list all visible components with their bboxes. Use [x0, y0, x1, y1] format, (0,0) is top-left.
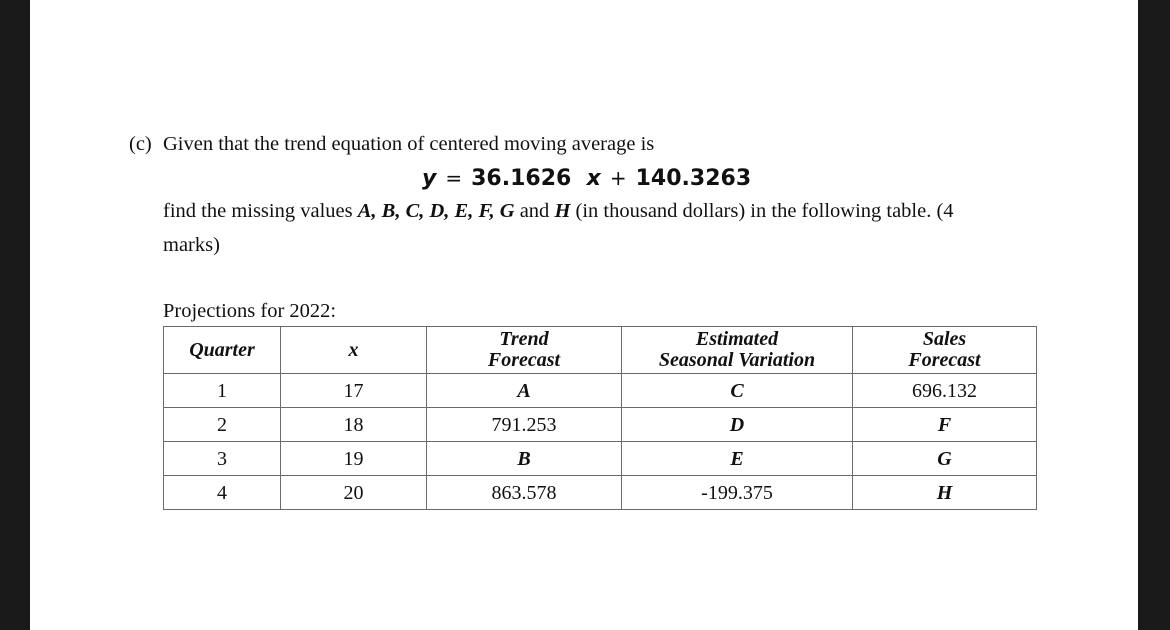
- table-header-row: [164, 327, 1037, 374]
- cell-sales: H: [853, 476, 1037, 510]
- equation-equals: =: [445, 166, 463, 190]
- instruction-and: and: [514, 200, 555, 222]
- document-page: [30, 0, 1138, 630]
- question-label: (c): [129, 133, 152, 155]
- instruction-suffix: (in thousand dollars) in the following table. (4: [570, 200, 954, 222]
- equation-plus: +: [609, 166, 627, 190]
- table-row: [164, 408, 1037, 442]
- header-sales-line1: Sales: [922, 328, 967, 350]
- equation-variable: x: [586, 166, 601, 191]
- header-trend-line1: Trend: [499, 328, 549, 350]
- table-row: [164, 374, 1037, 408]
- header-seasonal-line2: Seasonal Variation: [658, 349, 816, 371]
- instruction-variables: A, B, C, D, E, F, G: [357, 200, 515, 222]
- cell-quarter: 4: [164, 476, 281, 510]
- header-x: x: [281, 327, 427, 374]
- table-row: [164, 442, 1037, 476]
- projections-table: [163, 326, 1037, 510]
- header-seasonal-line1: Estimated: [695, 328, 779, 350]
- instruction-continuation: marks): [163, 234, 220, 256]
- cell-seasonal: E: [622, 442, 853, 476]
- cell-seasonal: -199.375: [622, 476, 853, 510]
- trend-equation: [422, 164, 751, 193]
- header-sales-line2: Forecast: [908, 349, 981, 371]
- cell-sales: 696.132: [853, 374, 1037, 408]
- cell-trend: 791.253: [427, 408, 622, 442]
- instruction-prefix: find the missing values: [163, 200, 358, 222]
- header-trend-line2: Forecast: [487, 349, 561, 371]
- question-intro: Given that the trend equation of centered moving average is: [163, 133, 655, 155]
- header-quarter: Quarter: [164, 327, 281, 374]
- cell-trend: B: [427, 442, 622, 476]
- cell-quarter: 2: [164, 408, 281, 442]
- cell-quarter: 1: [164, 374, 281, 408]
- cell-trend: A: [427, 374, 622, 408]
- instruction-last-variable: H: [554, 200, 571, 222]
- equation-coefficient: 36.1626: [471, 166, 572, 191]
- cell-trend: 863.578: [427, 476, 622, 510]
- instruction-text: [163, 199, 954, 223]
- cell-x: 18: [281, 408, 427, 442]
- header-seasonal-variation: [622, 327, 853, 374]
- cell-seasonal: C: [622, 374, 853, 408]
- cell-x: 17: [281, 374, 427, 408]
- table-row: [164, 476, 1037, 510]
- cell-quarter: 3: [164, 442, 281, 476]
- header-trend-forecast: [427, 327, 622, 374]
- table-caption: Projections for 2022:: [163, 300, 337, 322]
- cell-sales: G: [853, 442, 1037, 476]
- cell-sales: F: [853, 408, 1037, 442]
- cell-x: 19: [281, 442, 427, 476]
- cell-seasonal: D: [622, 408, 853, 442]
- equation-lhs: y: [422, 166, 437, 191]
- equation-constant: 140.3263: [635, 166, 752, 191]
- header-sales-forecast: [853, 327, 1037, 374]
- cell-x: 20: [281, 476, 427, 510]
